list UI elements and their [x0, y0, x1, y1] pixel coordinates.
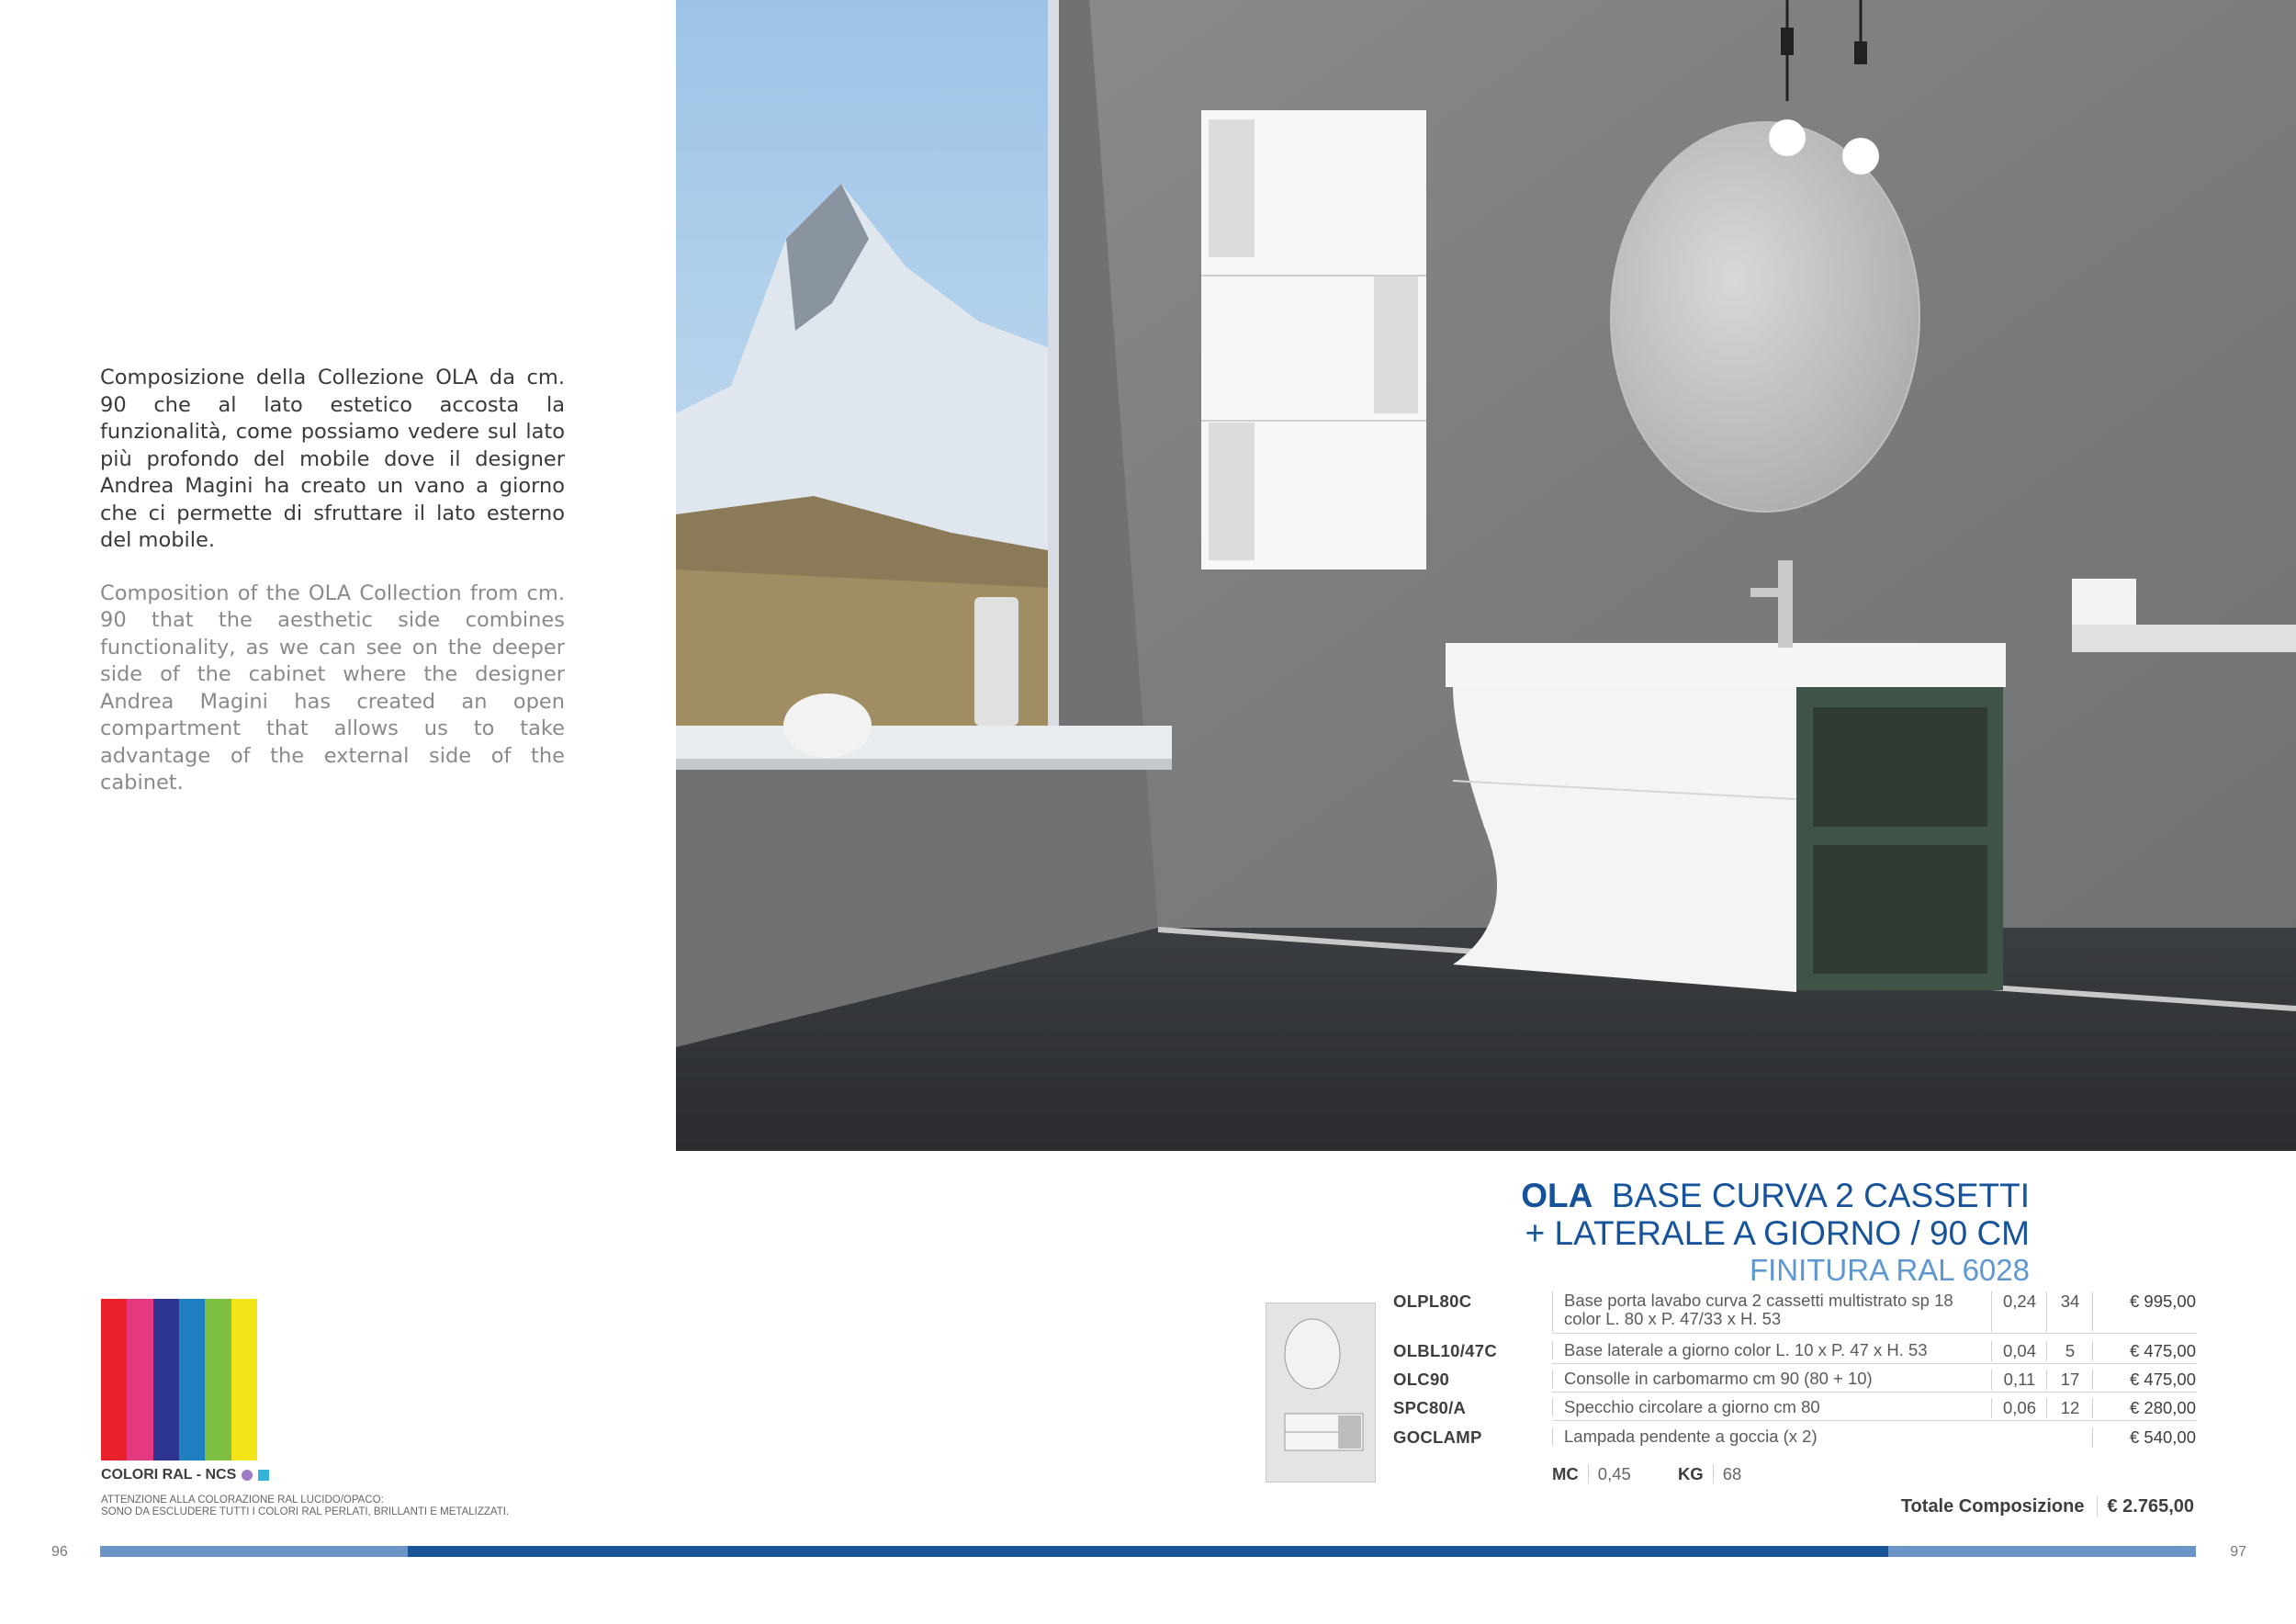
- mc-value: 0,45: [1588, 1464, 1631, 1483]
- product-price: € 280,00: [2092, 1398, 2196, 1418]
- warning-line-2: SONO DA ESCLUDERE TUTTI I COLORI RAL PERLATI, BRILLANTI E METALIZZATI.: [101, 1506, 510, 1517]
- color-warning: [101, 1494, 509, 1518]
- table-row: [1389, 1291, 2197, 1334]
- product-price: € 475,00: [2092, 1341, 2196, 1361]
- product-code: OLPL80C: [1393, 1291, 1472, 1311]
- footer-bar-center: [408, 1546, 1888, 1557]
- row-divider: [1552, 1363, 2197, 1364]
- intro-italian: Composizione della Collezione OLA da cm. 90 che al lato estetico accosta la funzionalità, come possiamo vedere sul lato più profondo del mobile dove il designer Andrea Magini ha creato un vano a giorno che ci permette di sfruttare il lato esterno del mobile.: [100, 366, 565, 552]
- colori-label: COLORI RAL - NCS: [101, 1467, 237, 1483]
- finish-line: FINITURA RAL 6028: [1749, 1253, 2030, 1287]
- footer-bar: [100, 1546, 2196, 1557]
- product-mc: 0,06: [1991, 1398, 2047, 1418]
- kg-label: KG: [1677, 1464, 1704, 1483]
- product-description: Base laterale a giorno color L. 10 x P. 47 x H. 53: [1552, 1341, 1994, 1359]
- product-price: € 540,00: [2092, 1427, 2196, 1448]
- product-title: [1521, 1178, 2030, 1288]
- mc-label: MC: [1552, 1464, 1579, 1483]
- composition-total: [1901, 1496, 2194, 1517]
- color-stripe-green: [205, 1299, 231, 1460]
- composition-thumbnail: [1266, 1303, 1376, 1483]
- title-line-2: + LATERALE A GIORNO / 90 CM: [1525, 1214, 2030, 1252]
- product-kg: 17: [2046, 1370, 2093, 1390]
- kg-value: 68: [1713, 1464, 1742, 1483]
- product-description: Base porta lavabo curva 2 cassetti multistrato sp 18 color L. 80 x P. 47/33 x H. 53: [1552, 1291, 1994, 1332]
- product-mc: 0,11: [1991, 1370, 2047, 1390]
- intro-text: [100, 365, 565, 823]
- page-number-left: 96: [51, 1544, 68, 1560]
- title-line-1-text: BASE CURVA 2 CASSETTI: [1611, 1177, 2030, 1214]
- footer-bar-left: [100, 1546, 408, 1557]
- product-description: Lampada pendente a goccia (x 2): [1552, 1427, 1994, 1446]
- footer-bar-right: [1888, 1546, 2196, 1557]
- brand-name: OLA: [1521, 1177, 1593, 1214]
- product-price: € 995,00: [2092, 1291, 2196, 1332]
- table-row: [1389, 1398, 2197, 1422]
- table-row: [1389, 1370, 2197, 1393]
- product-mc: 0,24: [1991, 1291, 2047, 1332]
- color-swatch: [101, 1299, 257, 1460]
- product-photo: [676, 0, 2296, 1151]
- ral-dot-icon: [242, 1470, 253, 1481]
- product-code: OLC90: [1393, 1370, 1450, 1389]
- total-label: Totale Composizione: [1900, 1496, 2085, 1517]
- color-stripe-navy: [153, 1299, 179, 1460]
- color-stripe-pink: [127, 1299, 152, 1460]
- composition-summary: [1552, 1464, 1784, 1484]
- product-price: € 475,00: [2092, 1370, 2196, 1390]
- colori-label-row: [101, 1467, 269, 1483]
- table-row: [1389, 1427, 2197, 1451]
- product-kg: 34: [2046, 1291, 2093, 1332]
- total-value: € 2.765,00: [2097, 1496, 2194, 1517]
- product-code: GOCLAMP: [1393, 1427, 1482, 1447]
- color-stripe-blue: [179, 1299, 205, 1460]
- product-mc: 0,04: [1991, 1341, 2047, 1361]
- product-kg: 5: [2046, 1341, 2093, 1361]
- intro-english: Composition of the OLA Collection from cm. 90 that the aesthetic side combines functionality, as we can see on the deeper side of the cabinet where the designer Andrea Magini has created an open compartment that allows us to take advantage of the external side of the cabinet.: [100, 581, 565, 795]
- product-code: SPC80/A: [1393, 1398, 1467, 1417]
- row-divider: [1552, 1392, 2197, 1393]
- product-description: Consolle in carbomarmo cm 90 (80 + 10): [1552, 1370, 1994, 1388]
- page-number-right: 97: [2230, 1544, 2246, 1560]
- color-stripe-yellow: [231, 1299, 257, 1460]
- product-kg: 12: [2046, 1398, 2093, 1418]
- warning-line-1: ATTENZIONE ALLA COLORAZIONE RAL LUCIDO/OPACO:: [101, 1494, 384, 1506]
- color-stripe-red: [101, 1299, 127, 1460]
- title-line-1: [1521, 1178, 2030, 1214]
- table-row: [1389, 1341, 2197, 1365]
- row-divider: [1552, 1420, 2197, 1421]
- ncs-square-icon: [258, 1470, 269, 1481]
- product-code: OLBL10/47C: [1393, 1341, 1498, 1360]
- product-description: Specchio circolare a giorno cm 80: [1552, 1398, 1994, 1416]
- row-divider: [1552, 1333, 2197, 1334]
